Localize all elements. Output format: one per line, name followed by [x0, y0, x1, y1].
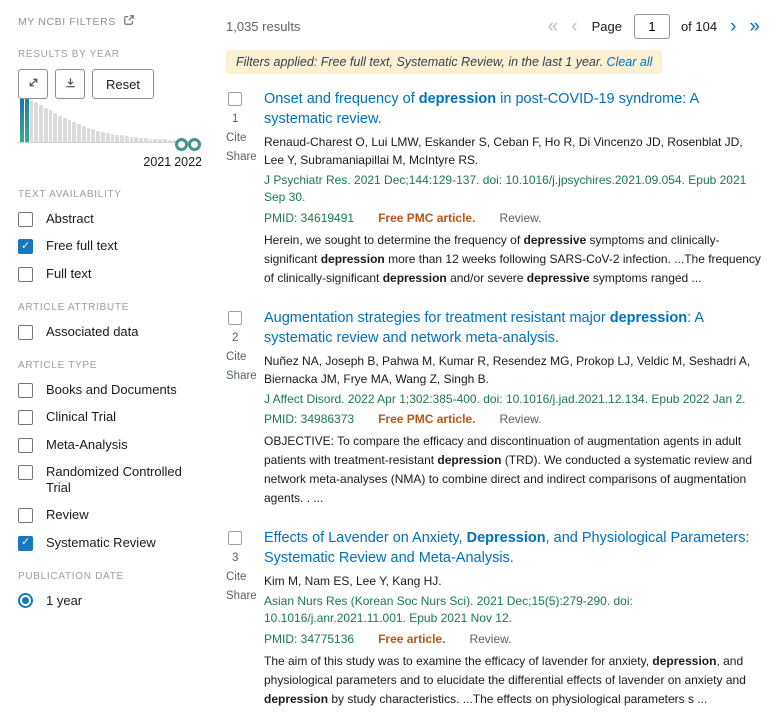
result-authors: Kim M, Nam ES, Lee Y, Kang HJ. — [264, 573, 442, 588]
share-button[interactable]: Share — [226, 589, 257, 602]
checkbox-associated-data[interactable] — [18, 325, 33, 340]
total-pages-label: of 104 — [680, 19, 718, 34]
year-bar[interactable] — [120, 135, 124, 142]
year-bar[interactable] — [168, 140, 172, 142]
results-by-year-label: RESULTS BY YEAR — [18, 49, 120, 60]
year-bar[interactable] — [149, 139, 153, 142]
filter-section-article-type — [18, 360, 202, 551]
article-type-label: Review. — [499, 210, 542, 225]
year-slider-handle-end[interactable] — [188, 138, 201, 151]
expand-icon — [27, 76, 40, 92]
year-bar[interactable] — [72, 122, 76, 142]
year-range-labels — [18, 155, 202, 169]
share-button[interactable]: Share — [226, 369, 257, 382]
filter-option-review[interactable] — [18, 507, 202, 523]
result-rail — [226, 308, 264, 508]
filter-section-label: TEXT AVAILABILITY — [18, 189, 122, 200]
chart-toolbar — [18, 69, 202, 99]
filter-option-free-full-text[interactable] — [18, 238, 202, 254]
year-bar[interactable] — [106, 133, 110, 142]
first-page-button[interactable]: « — [547, 16, 559, 37]
filter-section-article-attribute — [18, 302, 202, 340]
year-slider-handle-start[interactable] — [175, 138, 188, 151]
checkbox-books-and-documents[interactable] — [18, 383, 33, 398]
cite-button[interactable]: Cite — [226, 350, 247, 363]
page-label: Page — [591, 19, 622, 34]
year-bar[interactable] — [115, 135, 119, 142]
year-bar[interactable] — [53, 113, 57, 142]
year-bar[interactable] — [58, 116, 62, 142]
result-number: 2 — [232, 331, 239, 344]
year-bar[interactable] — [134, 137, 138, 142]
cite-button[interactable]: Cite — [226, 132, 247, 144]
results-by-year-panel — [18, 49, 202, 169]
checkbox-review[interactable] — [18, 508, 33, 523]
filter-option-associated-data[interactable] — [18, 324, 202, 340]
year-bar[interactable] — [63, 118, 67, 142]
year-bar[interactable] — [87, 128, 91, 142]
filter-option-meta-analysis[interactable] — [18, 437, 202, 453]
result-title-link[interactable]: Effects of Lavender on Anxiety, Depression, and Physiological Parameters: Systematic Review and Meta-Analysis. — [264, 529, 750, 566]
filter-option-label: Meta-Analysis — [46, 436, 128, 452]
result-authors: Renaud-Charest O, Lui LMW, Eskander S, Ceban F, Ho R, Di Vincenzo JD, Rosenblat JD, Lee Y, Subramaniapillai M, McIntyre RS. — [264, 135, 743, 167]
checkbox-full-text[interactable] — [18, 267, 33, 282]
result-content — [264, 528, 762, 709]
result-checkbox[interactable] — [228, 92, 242, 106]
result-checkbox[interactable] — [228, 311, 242, 325]
result-snippet: The aim of this study was to examine the efficacy of lavender for anxiety, depression, and physiological parameters and to elucidate the differential effects of lavender on anxiety and depression by study characteristics. ...The effects on physiological parameters s ... — [264, 653, 746, 706]
year-bar[interactable] — [44, 108, 48, 142]
filter-option-abstract[interactable] — [18, 211, 202, 227]
free-article-label: Free article. — [378, 631, 446, 646]
result-meta-row — [264, 632, 762, 646]
radio-dot — [22, 597, 29, 604]
filter-option-label: 1 year — [46, 592, 83, 608]
year-bar[interactable] — [30, 100, 34, 142]
result-rail — [226, 528, 264, 709]
reset-chart-button[interactable]: Reset — [92, 69, 154, 99]
filter-option-randomized-controlled-trial[interactable] — [18, 464, 202, 497]
external-link-icon — [123, 14, 135, 29]
filter-option-label: Abstract — [46, 211, 94, 226]
share-button[interactable]: Share — [226, 151, 257, 163]
checkbox-clinical-trial[interactable] — [18, 410, 33, 425]
clear-all-link[interactable]: Clear all — [606, 55, 653, 69]
filter-section-label: PUBLICATION DATE — [18, 570, 124, 582]
result-item — [226, 308, 762, 508]
filter-option-systematic-review[interactable] — [18, 535, 202, 551]
result-meta-row — [264, 412, 762, 426]
result-number: 3 — [232, 551, 239, 564]
download-chart-button[interactable] — [55, 69, 85, 99]
filter-option-label: Free full text — [46, 238, 118, 254]
filters-applied-banner — [226, 50, 662, 74]
year-bar[interactable] — [49, 110, 53, 142]
result-number: 1 — [232, 113, 239, 125]
result-citation: J Psychiatr Res. 2021 Dec;144:129-137. doi: 10.1016/j.jpsychires.2021.09.054. Epub 2021 Sep 30. — [264, 173, 747, 205]
result-item — [226, 89, 762, 288]
year-bar[interactable] — [130, 137, 134, 142]
checkbox-free-full-text[interactable]: ✓ — [18, 239, 33, 254]
free-article-label: Free PMC article. — [378, 210, 476, 225]
filters-sidebar — [18, 14, 202, 728]
filter-option-label: Systematic Review — [46, 534, 156, 550]
cite-button[interactable]: Cite — [226, 570, 247, 583]
result-authors: Nuñez NA, Joseph B, Pahwa M, Kumar R, Resendez MG, Prokop LJ, Veldic M, Seshadri A, Biernacka JM, Frye MA, Wang Z, Singh B. — [264, 353, 751, 386]
filter-option-books-and-documents[interactable] — [18, 382, 202, 398]
my-ncbi-filters-header[interactable] — [18, 14, 202, 29]
filter-option-label: Full text — [46, 265, 92, 281]
my-ncbi-filters-label: MY NCBI FILTERS — [18, 15, 116, 28]
results-main — [226, 14, 762, 728]
year-bar[interactable] — [82, 126, 86, 142]
year-bar[interactable] — [125, 136, 129, 142]
year-bar[interactable] — [68, 120, 72, 142]
download-icon — [64, 76, 77, 92]
pagination — [546, 14, 762, 39]
filter-section-label: ARTICLE TYPE — [18, 360, 98, 371]
year-bar[interactable] — [163, 139, 167, 142]
result-citation: J Affect Disord. 2022 Apr 1;302:385-400. doi: 10.1016/j.jad.2021.12.134. Epub 2022 Jan 2. — [264, 391, 746, 406]
checkbox-meta-analysis[interactable] — [18, 438, 33, 453]
expand-chart-button[interactable] — [18, 69, 48, 99]
filter-option-label: Associated data — [46, 323, 139, 339]
result-content — [264, 308, 762, 508]
year-bar[interactable] — [96, 131, 100, 142]
year-start-label: 2021 — [143, 155, 172, 169]
result-pmid: PMID: 34775136 — [264, 631, 355, 646]
checkbox-systematic-review[interactable]: ✓ — [18, 536, 33, 551]
result-title-link[interactable]: Onset and frequency of depression in post-COVID-19 syndrome: A systematic review. — [264, 91, 699, 127]
prev-page-button[interactable]: ‹ — [571, 16, 578, 37]
free-article-label: Free PMC article. — [378, 412, 476, 427]
result-item — [226, 528, 762, 709]
filter-sections — [18, 189, 202, 609]
result-snippet: OBJECTIVE: To compare the efficacy and discontinuation of augmentation agents in adult patients with treatment-resistant depression (TRD). We conducted a systematic review and network meta-analyses (NMA) to combine direct and indirect comparisons of augmentation agents. . ... — [264, 434, 752, 505]
year-bar[interactable] — [111, 134, 115, 142]
year-bar[interactable] — [91, 129, 95, 142]
article-type-label: Review. — [499, 412, 542, 427]
result-pmid: PMID: 34619491 — [264, 210, 355, 225]
result-content — [264, 89, 762, 288]
filter-option-label: Books and Documents — [46, 382, 177, 397]
results-header — [226, 14, 762, 39]
year-bar[interactable] — [77, 124, 81, 142]
radio-1-year[interactable] — [18, 593, 33, 608]
year-bar[interactable] — [139, 138, 143, 142]
year-end-label: 2022 — [174, 155, 202, 169]
filters-applied-text: Filters applied: Free full text, Systematic Review, in the last 1 year. — [236, 55, 604, 69]
year-bar[interactable] — [34, 102, 38, 142]
result-citation: Asian Nurs Res (Korean Soc Nurs Sci). 2021 Dec;15(5):279-290. doi: 10.1016/j.anr.2021.11.001. Epub 2021 Nov 12. — [264, 593, 633, 626]
year-bar[interactable] — [101, 132, 105, 142]
filter-option-full-text[interactable] — [18, 266, 202, 282]
result-pmid: PMID: 34986373 — [264, 412, 355, 427]
filter-section-text-availability — [18, 189, 202, 282]
checkbox-abstract[interactable] — [18, 212, 33, 227]
filter-option-1-year[interactable] — [18, 593, 202, 609]
page-number-input[interactable] — [634, 14, 670, 39]
year-bar[interactable] — [158, 139, 162, 142]
results-count: 1,035 results — [226, 19, 301, 34]
results-list — [226, 89, 762, 708]
result-rail — [226, 89, 264, 288]
article-type-label: Review. — [469, 631, 512, 646]
last-page-button[interactable]: » — [749, 16, 760, 37]
filter-option-label: Randomized Controlled Trial — [46, 463, 182, 495]
next-page-button[interactable]: › — [730, 16, 737, 37]
year-bar[interactable] — [39, 105, 43, 142]
result-snippet: Herein, we sought to determine the frequency of depressive symptoms and clinically-significant depression more than 12 weeks following SARS-CoV-2 infection. ...The frequency of clinically-significant depression and/or severe depressive symptoms ranged ... — [264, 232, 761, 285]
filter-option-label: Clinical Trial — [46, 409, 117, 425]
filter-section-publication-date — [18, 571, 202, 609]
result-title-link[interactable]: Augmentation strategies for treatment resistant major depression: A systematic review and network meta-analysis. — [264, 309, 704, 346]
filter-option-label: Review — [46, 507, 89, 523]
filter-section-label: ARTICLE ATTRIBUTE — [18, 301, 129, 313]
year-bar[interactable] — [153, 139, 157, 142]
result-meta-row — [264, 211, 762, 225]
result-checkbox[interactable] — [228, 531, 242, 545]
year-bar[interactable] — [144, 138, 148, 142]
checkbox-randomized-controlled-trial[interactable] — [18, 465, 33, 480]
filter-option-clinical-trial[interactable] — [18, 409, 202, 425]
